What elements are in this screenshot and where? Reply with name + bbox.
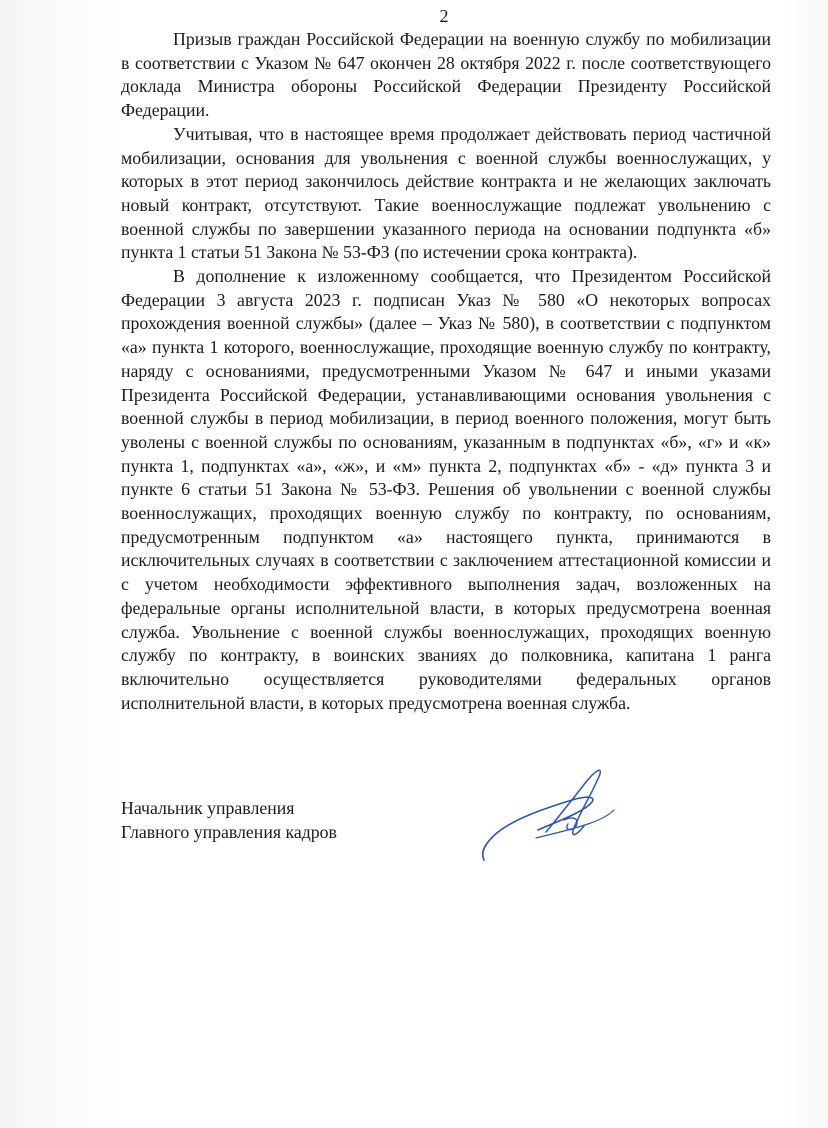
paragraph-mobilization-ended: Призыв граждан Российской Федерации на военную службу по мобилизации в соответствии с Указом № 647 окончен 28 октября 2022 г. после соответствующего доклада Министра обороны Российской Федерации Президенту Российской Федерации.: [121, 29, 771, 121]
signatory-block: [121, 797, 337, 844]
page-right-shadow: [788, 0, 828, 1128]
page-number: 2: [439, 6, 449, 26]
document-body: [121, 28, 771, 715]
paragraph-decree-580: В дополнение к изложенному сообщается, что Президентом Российской Федерации 3 августа 2023 г. подписан Указ № 580 «О некоторых вопросах прохождения военной службы» (далее – Указ № 580), в соответствии с подпунктом «а» пункта 1 которого, военнослужащие, проходящие военную службу по контракту, наряду с основаниями, предусмотренными Указом № 647 и иными указами Президента Российской Федерации, устанавливающими основания увольнения с военной службы в период мобилизации, в период военного положения, могут быть уволены с военной службы по основаниям, указанным в подпунктах «б», «г» и «к» пункта 1, подпунктах «а», «ж», и «м» пункта 2, подпунктах «б» - «д» пункта 3 и пункте 6 статьи 51 Закона № 53-ФЗ. Решения об увольнении с военной службы военнослужащих, проходящих военную службу по контракту, по основаниям, предусмотренным подпунктом «а» настоящего пункта, принимаются в исключительных случаях в соответствии с заключением аттестационной комиссии и с учетом необходимости эффективного выполнения задач, возложенных на федеральные органы исполнительной власти, в которых предусмотрена военная служба. Увольнение с военной службы военнослужащих, проходящих военную службу по контракту, в воинских званиях до полковника, капитана 1 ранга включительно осуществляется руководителями федеральных органов исполнительной власти, в которых предусмотрена военная служба.: [121, 266, 771, 713]
signatory-title-line2: Главного управления кадров: [121, 821, 337, 842]
signatory-title-line1: Начальник управления: [121, 798, 295, 818]
paragraph-partial-mobilization: Учитывая, что в настоящее время продолжает действовать период частичной мобилизации, основания для увольнения с военной службы военнослужащих, у которых в этот период закончилось действие контракта и не желающих заключать новый контракт, отсутствуют. Такие военнослужащие подлежат увольнению с военной службы по завершении указанного периода на основании подпункта «б» пункта 1 статьи 51 Закона № 53-ФЗ (по истечении срока контракта).: [121, 123, 771, 263]
handwritten-signature: [476, 760, 626, 870]
page-left-shadow: [0, 0, 120, 1128]
